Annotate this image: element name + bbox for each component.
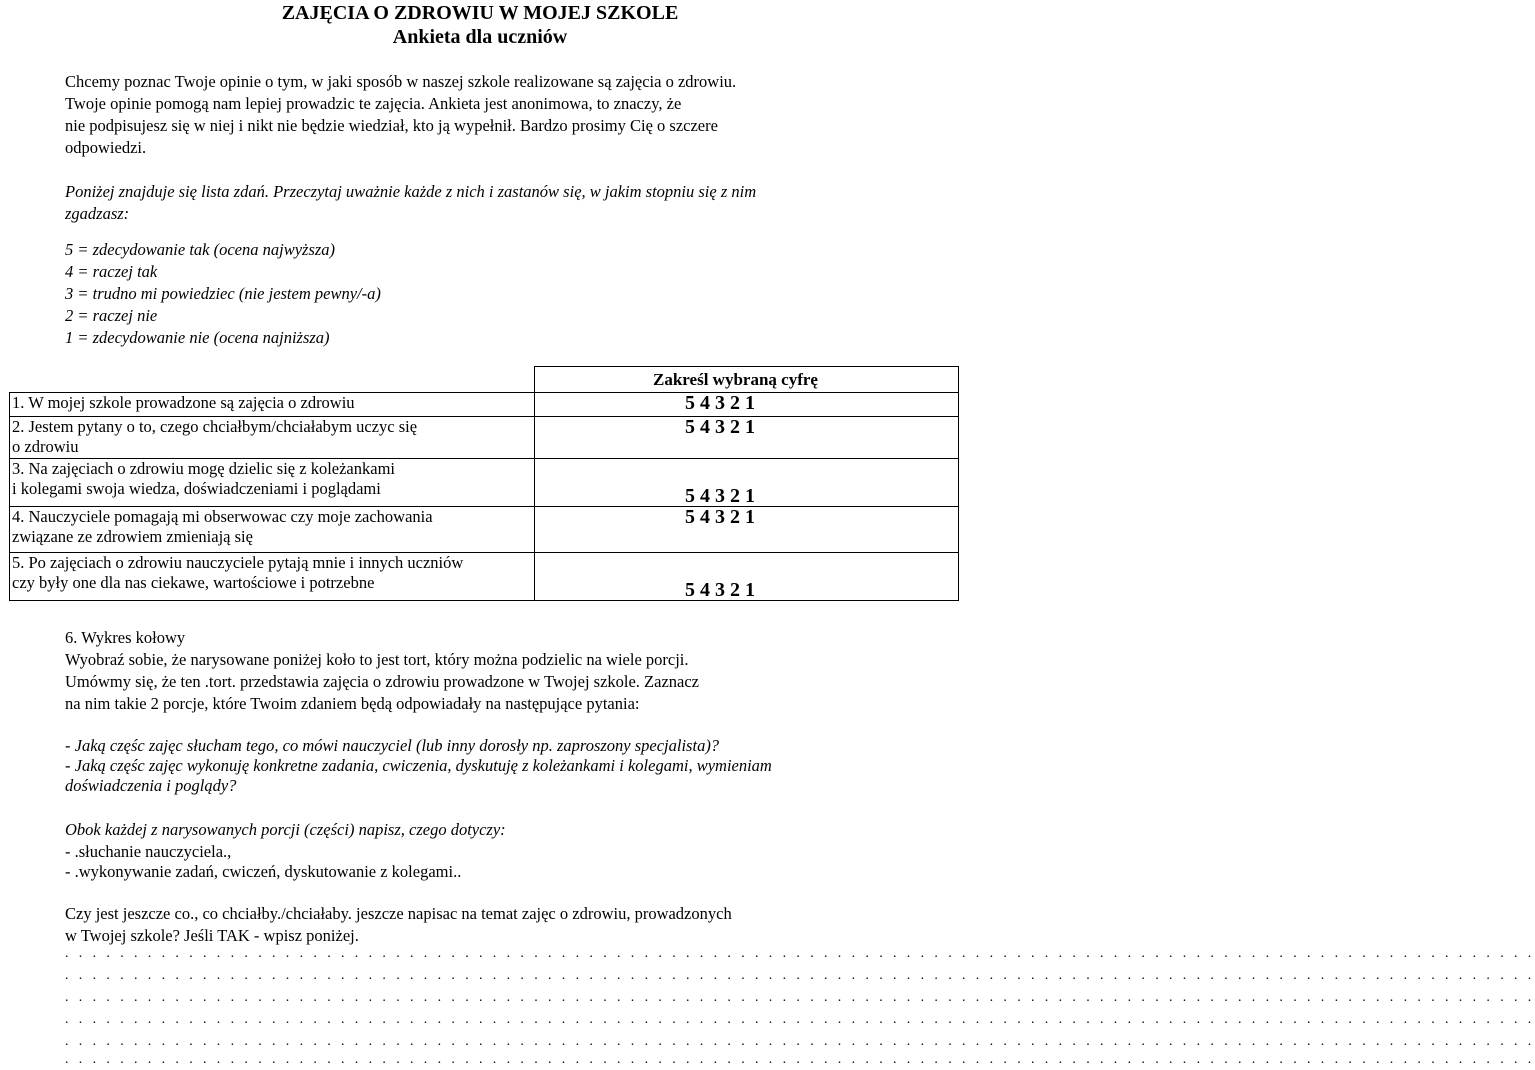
rating-scale[interactable]: 5 4 3 2 1 (535, 393, 959, 417)
intro-line: Twoje opinie pomogą nam lepiej prowadzic te zajęcia. Ankieta jest anonimowa, to znaczy, że (65, 94, 682, 113)
scale-item: 3 = trudno mi powiedziec (nie jestem pewny/-a) (65, 284, 381, 303)
question-text: 1. W mojej szkole prowadzone są zajęcia o zdrowiu (12, 393, 355, 412)
rating-scale[interactable]: 5 4 3 2 1 (535, 417, 959, 459)
answer-dotted-line[interactable]: . . . . . . . . . . . . . . . . . . . . . . . . . . . . . . . . . . . . . . . . . . . . . . . . . . . . . . . . . . . . . . . . . . . . . . . . . . . . . . . . . . . . . . . . . . . . . . . . . . . . . . . . . . . (65, 946, 1535, 961)
question-text-cont: związane ze zdrowiem zmieniają się (12, 527, 253, 546)
scale-item: 1 = zdecydowanie nie (ocena najniższa) (65, 328, 330, 347)
section-line: Umówmy się, że ten .tort. przedstawia zajęcia o zdrowiu prowadzone w Twojej szkole. Zaznacz (65, 672, 700, 691)
intro-line: nie podpisujesz się w niej i nikt nie będzie wiedział, kto ją wypełnił. Bardzo prosimy Cię o szczere (65, 116, 718, 135)
question-line: - Jaką częśc zajęc słucham tego, co mówi nauczyciel (lub inny dorosły np. zaproszony specjalista)? (65, 736, 720, 755)
scale-item: 5 = zdecydowanie tak (ocena najwyższa) (65, 240, 336, 259)
question-line: doświadczenia i poglądy? (65, 776, 237, 795)
answer-dotted-line[interactable]: . . . . . . . . . . . . . . . . . . . . . . . . . . . . . . . . . . . . . . . . . . . . . . . . . . . . . . . . . . . . . . . . . . . . . . . . . . . . . . . . . . . . . . . . . . . . . . . . . . . . . . . . . . . (65, 1052, 1535, 1067)
table-header: Zakreśl wybraną cyfrę (535, 367, 959, 393)
section-heading: 6. Wykres kołowy (65, 628, 186, 647)
section-line: na nim takie 2 porcje, które Twoim zdaniem będą odpowiadały na następujące pytania: (65, 694, 640, 713)
rating-scale[interactable]: 5 4 3 2 1 (535, 459, 959, 507)
question-text-cont: czy były one dla nas ciekawe, wartościowe i potrzebne (12, 573, 375, 592)
rating-scale[interactable]: 5 4 3 2 1 (535, 553, 959, 601)
answer-dotted-line[interactable]: . . . . . . . . . . . . . . . . . . . . . . . . . . . . . . . . . . . . . . . . . . . . . . . . . . . . . . . . . . . . . . . . . . . . . . . . . . . . . . . . . . . . . . . . . . . . . . . . . . . . . . . . . . . (65, 1012, 1535, 1027)
rating-scale[interactable]: 5 4 3 2 1 (535, 507, 959, 553)
question-text: 4. Nauczyciele pomagają mi obserwowac czy moje zachowania (12, 507, 433, 526)
answer-dotted-line[interactable]: . . . . . . . . . . . . . . . . . . . . . . . . . . . . . . . . . . . . . . . . . . . . . . . . . . . . . . . . . . . . . . . . . . . . . . . . . . . . . . . . . . . . . . . . . . . . . . . . . . . . . . . . . . . (65, 968, 1535, 983)
table-row (10, 507, 959, 553)
table-row (10, 393, 959, 417)
answer-dotted-line[interactable]: . . . . . . . . . . . . . . . . . . . . . . . . . . . . . . . . . . . . . . . . . . . . . . . . . . . . . . . . . . . . . . . . . . . . . . . . . . . . . . . . . . . . . . . . . . . . . . . . . . . . . . . . . . . (65, 990, 1535, 1005)
scale-item: 2 = raczej nie (65, 306, 158, 325)
question-text: 5. Po zajęciach o zdrowiu nauczyciele pytają mnie i innych uczniów (12, 553, 464, 572)
question-line: - Jaką częśc zajęc wykonuję konkretne zadania, cwiczenia, dyskutuję z koleżankami i kolegami, wymieniam (65, 756, 772, 775)
question-text: 2. Jestem pytany o to, czego chciałbym/chciałabym uczyc się (12, 417, 418, 436)
question-text: 3. Na zajęciach o zdrowiu mogę dzielic się z koleżankami (12, 459, 395, 478)
note-item: - .wykonywanie zadań, cwiczeń, dyskutowanie z kolegami.. (65, 862, 462, 881)
page-subtitle: Ankieta dla uczniów (392, 26, 568, 48)
page-title: ZAJĘCIA O ZDROWIU W MOJEJ SZKOLE (281, 2, 679, 24)
table-row (10, 459, 959, 507)
table-row (10, 553, 959, 601)
intro-line: Chcemy poznac Twoje opinie o tym, w jaki sposób w naszej szkole realizowane są zajęcia o zdrowiu. (65, 72, 737, 91)
question-text-cont: o zdrowiu (12, 437, 79, 456)
note-item: - .słuchanie nauczyciela., (65, 842, 232, 861)
final-line: w Twojej szkole? Jeśli TAK - wpisz poniżej. (65, 926, 359, 945)
instruction-line: zgadzasz: (65, 204, 130, 223)
table-row (10, 417, 959, 459)
instruction-line: Poniżej znajduje się lista zdań. Przeczytaj uważnie każde z nich i zastanów się, w jakim stopniu się z nim (65, 182, 757, 201)
scale-item: 4 = raczej tak (65, 262, 158, 281)
rating-table (9, 366, 959, 601)
intro-line: odpowiedzi. (65, 138, 147, 157)
question-text-cont: i kolegami swoja wiedza, doświadczeniami i poglądami (12, 479, 381, 498)
section-line: Wyobraź sobie, że narysowane poniżej koło to jest tort, który można podzielic na wiele porcji. (65, 650, 689, 669)
answer-dotted-line[interactable]: . . . . . . . . . . . . . . . . . . . . . . . . . . . . . . . . . . . . . . . . . . . . . . . . . . . . . . . . . . . . . . . . . . . . . . . . . . . . . . . . . . . . . . . . . . . . . . . . . . . . . . . . . . . (65, 1034, 1535, 1049)
note-line: Obok każdej z narysowanych porcji (części) napisz, czego dotyczy: (65, 820, 506, 839)
final-line: Czy jest jeszcze co., co chciałby./chciałaby. jeszcze napisac na temat zajęc o zdrowiu, prowadzonych (65, 904, 732, 923)
